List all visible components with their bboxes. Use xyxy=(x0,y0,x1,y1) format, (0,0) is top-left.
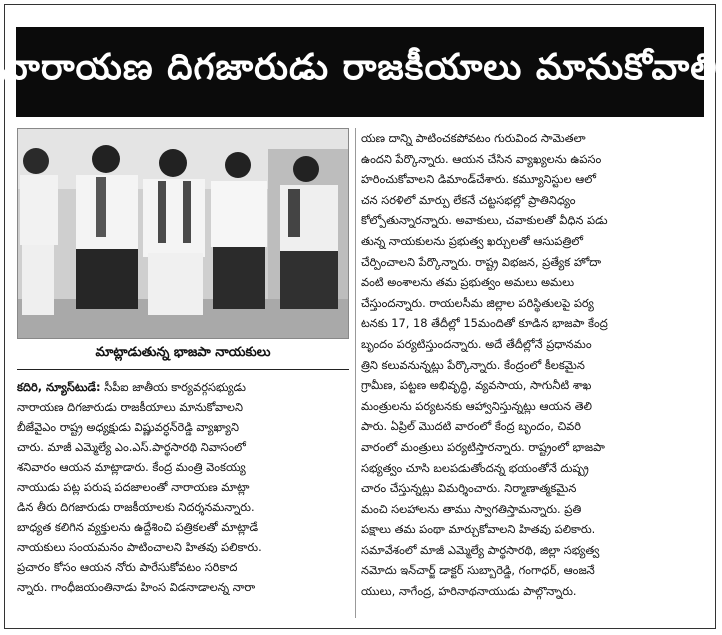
text-line: ప్రచారం కోసం ఆయన నోరు పారేసుకోవటం సరికాద xyxy=(17,560,238,574)
column-divider xyxy=(355,128,356,618)
text-line: హరించుకోవాలని డిమాండ్‌చేశారు. కమ్యూనిస్టుల ఆలో xyxy=(361,172,596,187)
text-line xyxy=(17,377,353,397)
text-line: తున్న నాయకులను ప్రభుత్వ ఖర్చులతో ఆసుపత్రిలో xyxy=(361,233,584,248)
text-line: కోల్పోతున్నారన్నారు. అవాకులు, చవాకులతో వీధిన పడు xyxy=(361,213,608,228)
text-line: న్నారు. గాంధీజయంతినాడు హింస విడనాడాలన్న నారా xyxy=(17,580,256,594)
text-line: బాధ్యత కలిగిన వ్యక్తులను ఉద్దేశించి పత్రికలతో మాట్లాడే xyxy=(17,520,259,534)
text-line: చన సరళిలో మార్పు లేకనే చట్టసభల్లో ప్రాతినిధ్యం xyxy=(361,192,576,207)
text-line: చారు. మాజీ ఎమ్మెల్యే ఎం.ఎస్‌.పార్థసారథి నివాసంలో xyxy=(17,440,246,454)
text-line-content: సీపీఐ జాతీయ కార్యవర్గసభ్యుడు xyxy=(100,380,246,394)
text-line: బీజేవైఎం రాష్ట్ర అధ్యక్షుడు విష్ణువర్ధన్‌రెడ్డి వ్యాఖ్యాని xyxy=(17,420,239,434)
text-line: మంచి సలహాలను తాము స్వాగతిస్తామన్నారు. ప్రతి xyxy=(361,501,582,516)
text-line: యులు, నాగేంద్ర, హరినాథనాయుడు పాల్గొన్నారు. xyxy=(361,584,577,599)
dateline: కదిరి, న్యూస్‌టుడే: xyxy=(17,380,101,394)
text-line: చేర్పించాలని పేర్కొన్నారు. రాష్ట్ర విభజన, ప్రత్యేక హోదా xyxy=(361,254,602,269)
news-photo-illustration xyxy=(18,129,348,338)
photo-caption: మాట్లాడుతున్న భాజపా నాయకులు xyxy=(17,339,349,370)
text-line: సమావేశంలో మాజీ ఎమ్మెల్యే పార్థసారథి, జిల్లా సభ్యత్వ xyxy=(361,542,600,557)
text-line: పారు. ఏప్రిల్‌ మొదటి వారంలో కేంద్ర బృందం, చివరి xyxy=(361,419,582,434)
headline: నారాయణ దిగజారుడు రాజకీయాలు మానుకోవాలి xyxy=(2,47,718,88)
text-line: త్రిని కలువనున్నట్లు పేర్కొన్నారు. కేంద్రంలో కీలకమైన xyxy=(361,357,585,372)
text-line: శనివారం ఆయన మాట్లాడారు. కేంద్ర మంత్రి వెంకయ్య xyxy=(17,460,246,474)
text-line: గ్రామీణ, పట్టణ అభివృద్ధి, వ్యవసాయ, సాగునీటి శాఖ xyxy=(361,378,592,393)
text-line: వారంలో మంత్రులు పర్యటిస్తారన్నారు. రాష్ట్రంలో భాజపా xyxy=(361,439,605,454)
headline-banner xyxy=(2,27,718,117)
text-line: యణ దాన్ని పాటించకపోవటం గురువింద సామెతలా xyxy=(361,131,586,145)
text-line: ఉందని పేర్కొన్నారు. ఆయన చేసిన వ్యాఖ్యలను ఉపసం xyxy=(361,151,602,166)
text-line: చేస్తుందన్నారు. రాయలసీమ జిల్లాల పరిస్థితులపై పర్య xyxy=(361,295,594,310)
text-line: చారం చేస్తున్నట్లు విమర్శించారు. నిర్మాణాత్మకమైన xyxy=(361,481,577,496)
text-line: డిన తీరు దిగజారుడు రాజకీయాలకు నిదర్శనమన్నారు. xyxy=(17,500,255,514)
text-line: సభ్యత్వం చూసి బలపడుతోందన్న భయంతోనే దుష్ప్ర xyxy=(361,460,589,475)
text-line: వంటి అంశాలను తమ ప్రభుత్వం అమలు అమలు xyxy=(361,275,575,290)
text-line: నాయకులు సంయమనం పాటించాలని హితవు పలికారు. xyxy=(17,540,262,554)
article-column-left xyxy=(17,377,353,619)
text-line: టనకు 17, 18 తేదీల్లో 15మందితో కూడిన భాజపా కేంద్ర xyxy=(361,316,608,331)
news-photo xyxy=(17,128,349,339)
text-line: బృందం పర్యటిస్తుందన్నారు. అదే తేదీల్లోనే ప్రధానమం xyxy=(361,336,592,351)
text-line: నాయుడు పట్ల పరుష పదజాలంతో నారాయణ మాట్లా xyxy=(17,480,250,494)
text-line: పక్షాలు తమ పంథా మార్చుకోవాలని హితవు పలికారు. xyxy=(361,522,596,537)
text-line: మంత్రులను పర్యటనకు ఆహ్వానిస్తున్నట్లు ఆయన తెలి xyxy=(361,398,592,413)
text-line: నమోదు ఇన్‌చార్జ్‌ డాక్టర్‌ సుబ్బారెడ్డి, గంగాధర్‌, ఆంజనే xyxy=(361,563,595,578)
article-column-right xyxy=(361,128,706,618)
text-line: నారాయణ దిగజారుడు రాజకీయాలు మానుకోవాలని xyxy=(17,400,244,414)
